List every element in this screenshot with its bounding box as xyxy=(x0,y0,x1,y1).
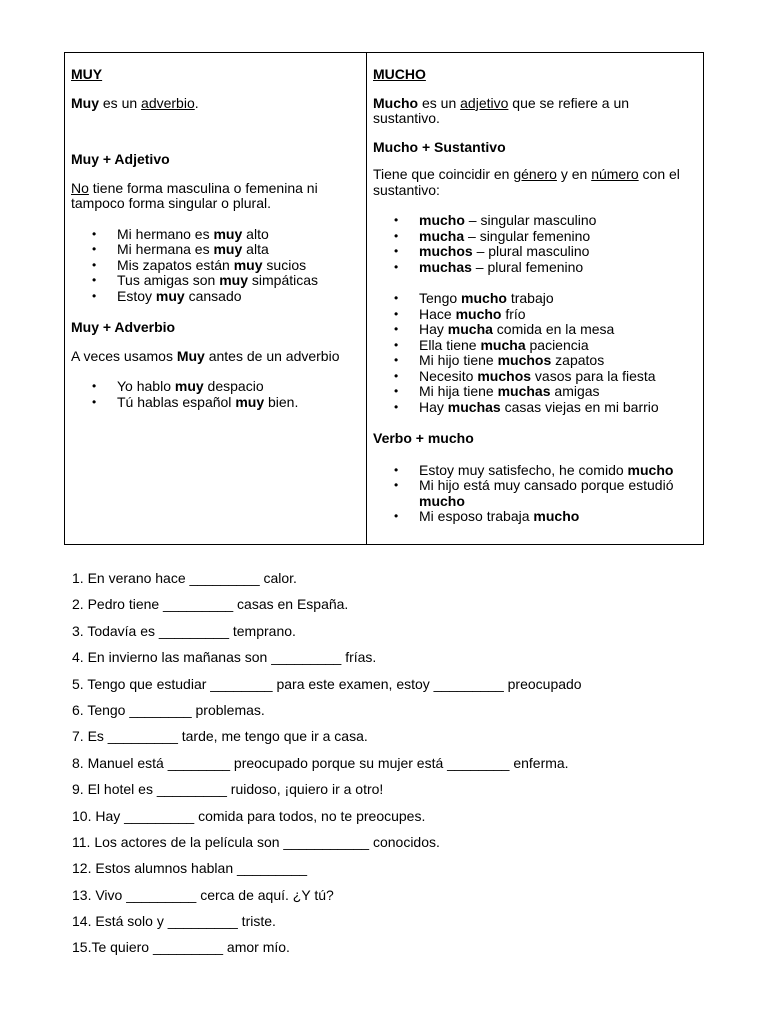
muy-heading: MUY xyxy=(71,66,103,82)
example-item: • Mis zapatos están muy sucios xyxy=(71,258,360,274)
exercise-item: 4. En invierno las mañanas son _________ frías. xyxy=(72,649,377,666)
mucho-sustantivo-examples xyxy=(373,291,697,415)
muy-adverbio-examples xyxy=(71,379,360,410)
mucho-forms xyxy=(373,213,697,275)
example-item: • Tú hablas español muy bien. xyxy=(71,395,360,411)
exercise-item: 12. Estos alumnos hablan _________ xyxy=(72,860,308,877)
exercise-item: 13. Vivo _________ cerca de aquí. ¿Y tú? xyxy=(72,886,334,903)
muy-adjetivo-examples xyxy=(71,227,360,305)
example-item: • Estoy muy cansado xyxy=(71,289,360,305)
example-item: • Hace mucho frío xyxy=(373,307,697,323)
example-item: • Yo hablo muy despacio xyxy=(71,379,360,395)
exercise-item: 9. El hotel es _________ ruidoso, ¡quiero ir a otro! xyxy=(72,781,384,798)
muy-note: A veces usamos Muy antes de un adverbio xyxy=(71,347,340,364)
example-item: • Mi hermano es muy alto xyxy=(71,227,360,243)
exercise-item: 3. Todavía es _________ temprano. xyxy=(72,622,296,639)
muy-definition: Muy es un adverbio. xyxy=(71,94,199,111)
muy-column xyxy=(65,53,367,544)
example-item: • Mi hijo tiene muchos zapatos xyxy=(373,353,697,369)
muy-adverbio-heading: Muy + Adverbio xyxy=(71,319,176,335)
exercise-item: 5. Tengo que estudiar ________ para este examen, estoy _________ preocupado xyxy=(72,675,582,692)
mucho-sustantivo-heading: Mucho + Sustantivo xyxy=(373,138,506,155)
example-item: • Mi hijo está muy cansado porque estudió mucho xyxy=(373,478,697,509)
muy-adjetivo-heading: Muy + Adjetivo xyxy=(71,151,170,167)
example-item: • Hay mucha comida en la mesa xyxy=(373,322,697,338)
exercise-item: 11. Los actores de la película son ___________ conocidos. xyxy=(72,833,440,850)
mucho-heading: MUCHO xyxy=(373,66,426,82)
form-item: • mucha – singular femenino xyxy=(373,229,697,245)
exercise-item: 8. Manuel está ________ preocupado porque su mujer está ________ enferma. xyxy=(72,754,569,771)
grammar-table xyxy=(64,52,704,545)
exercise-item: 7. Es _________ tarde, me tengo que ir a casa. xyxy=(72,728,368,745)
example-item: • Mi hermana es muy alta xyxy=(71,242,360,258)
example-item: • Necesito muchos vasos para la fiesta xyxy=(373,369,697,385)
verbo-mucho-examples xyxy=(373,463,697,525)
mucho-column xyxy=(367,53,703,544)
exercise-item: 1. En verano hace _________ calor. xyxy=(72,570,297,586)
example-item: • Estoy muy satisfecho, he comido mucho xyxy=(373,463,697,479)
example-item: • Ella tiene mucha paciencia xyxy=(373,338,697,354)
example-item: • Mi hija tiene muchas amigas xyxy=(373,384,697,400)
exercise-item: 2. Pedro tiene _________ casas en España. xyxy=(72,596,349,613)
exercise-list xyxy=(72,570,712,966)
form-item: • mucho – singular masculino xyxy=(373,213,697,229)
example-item: • Tengo mucho trabajo xyxy=(373,291,697,307)
form-item: • muchos – plural masculino xyxy=(373,244,697,260)
muy-rule: No tiene forma masculina o femenina ni tampoco forma singular o plural. xyxy=(71,179,318,211)
form-item: • muchas – plural femenino xyxy=(373,260,697,276)
mucho-definition: Mucho es un adjetivo que se refiere a un sustantivo. xyxy=(373,94,630,126)
exercise-item: 6. Tengo ________ problemas. xyxy=(72,701,265,718)
example-item: • Tus amigas son muy simpáticas xyxy=(71,273,360,289)
verbo-mucho-heading: Verbo + mucho xyxy=(373,430,474,446)
example-item: • Hay muchas casas viejas en mi barrio xyxy=(373,400,697,416)
exercise-item: 15.Te quiero _________ amor mío. xyxy=(72,939,290,956)
exercise-item: 10. Hay _________ comida para todos, no te preocupes. xyxy=(72,807,426,824)
exercise-item: 14. Está solo y _________ triste. xyxy=(72,913,276,930)
mucho-agreement: Tiene que coincidir en género y en número con el sustantivo: xyxy=(373,166,680,198)
example-item: • Mi esposo trabaja mucho xyxy=(373,509,697,525)
